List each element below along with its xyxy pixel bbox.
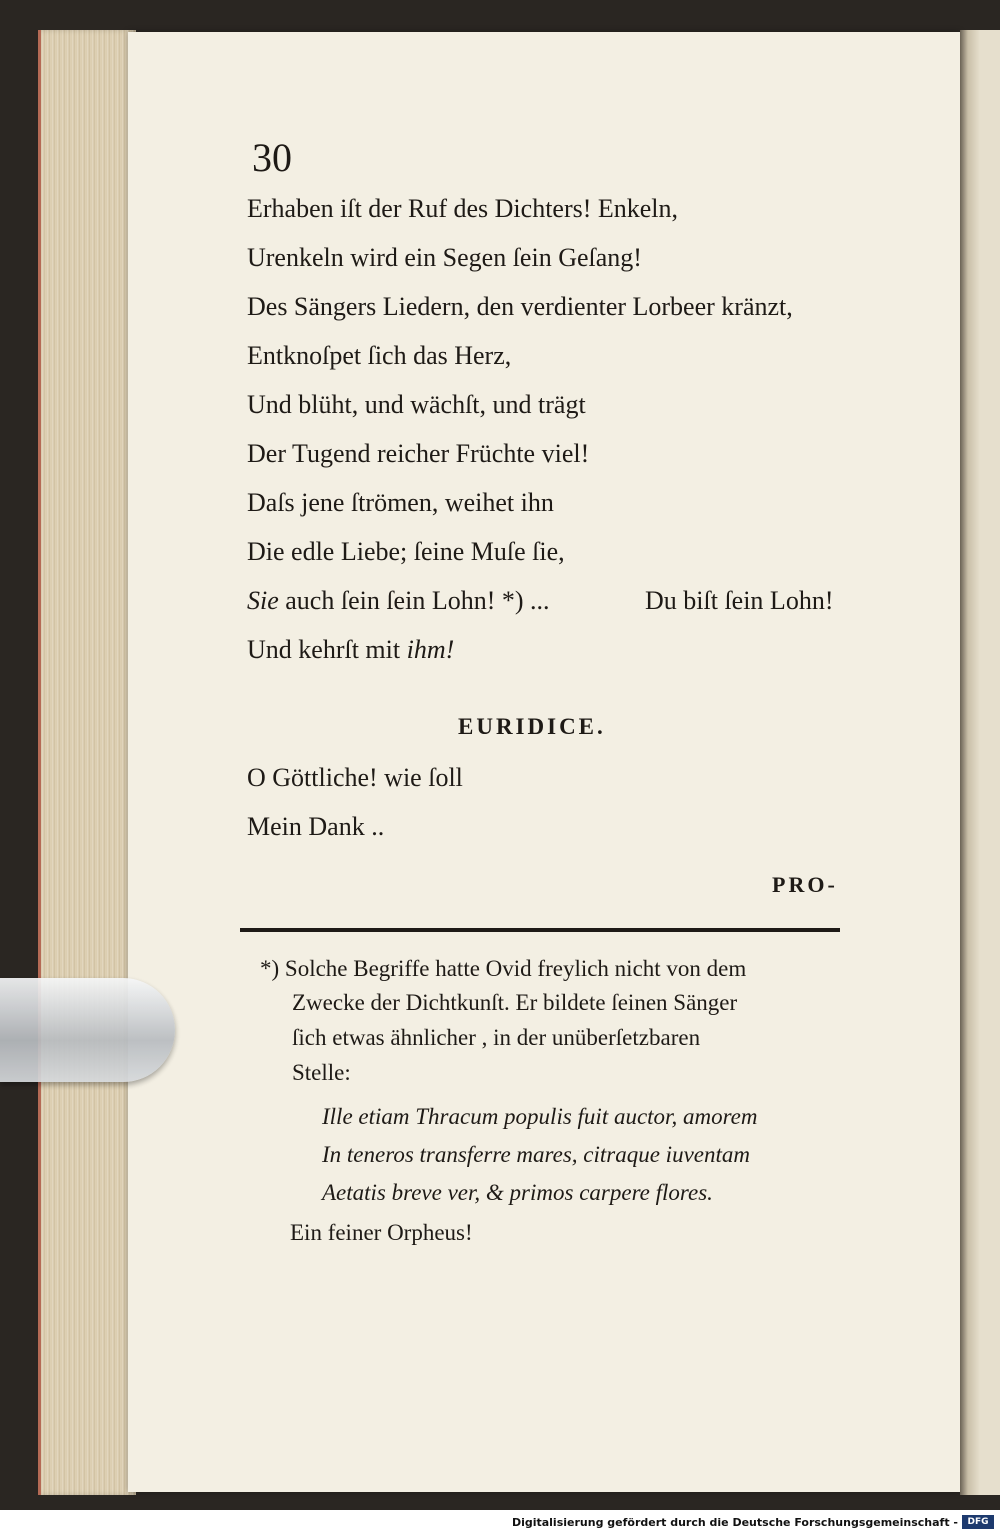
- page-edge: [38, 30, 136, 1495]
- latin-quote-line: Ille etiam Thracum populis fuit auctor, amorem: [322, 1104, 758, 1129]
- verse-italic-word: ihm!: [406, 635, 455, 664]
- dfg-logo-icon: DFG: [962, 1515, 994, 1529]
- verse-line-with-footnote: [247, 586, 550, 616]
- footnote-line: ſich etwas ähnlicher , in der unüberſetzbaren: [292, 1025, 701, 1050]
- verse-line: Daſs jene ſtrömen, weihet ihn: [247, 488, 554, 517]
- latin-quote-line: In teneros transferre mares, citraque iuventam: [322, 1142, 750, 1167]
- footnote-line: *) Solche Begriffe hatte Ovid freylich nicht von dem: [260, 956, 747, 981]
- footnote-rule: [240, 928, 840, 932]
- verse-middle: auch ſein ſein Lohn! *) ...: [278, 586, 550, 615]
- verse-line: [247, 635, 454, 665]
- verse-start: Und kehrſt mit: [247, 635, 407, 664]
- footer-credit: Digitalisierung gefördert durch die Deutsche Forschungsgemeinschaft -: [511, 1516, 958, 1529]
- verse-italic-word: Sie: [247, 586, 279, 615]
- footnote-line: Zwecke der Dichtkunſt. Er bildete ſeinen Sänger: [292, 990, 738, 1015]
- verse-line: Der Tugend reicher Früchte viel!: [247, 439, 590, 468]
- catchword: PRO-: [772, 872, 838, 897]
- speaker-heading: EURIDICE.: [458, 714, 606, 739]
- footnote-closing: Ein feiner Orpheus!: [290, 1220, 473, 1245]
- verse-line: Und blüht, und wächſt, und trägt: [247, 390, 586, 419]
- latin-quote-line: Aetatis breve ver, & primos carpere flores.: [322, 1180, 713, 1205]
- page-clip: [0, 978, 175, 1082]
- page-number: 30: [252, 135, 292, 180]
- verse-line: Urenkeln wird ein Segen ſein Geſang!: [247, 243, 642, 272]
- verse-line: Die edle Liebe; ſeine Muſe ſie,: [247, 537, 565, 566]
- verse-line: Entknoſpet ſich das Herz,: [247, 341, 512, 370]
- verse-line: O Göttliche! wie ſoll: [247, 763, 463, 792]
- verse-line: Mein Dank ..: [247, 812, 385, 841]
- facing-page-edge: [960, 30, 1000, 1495]
- verse-line: Erhaben iſt der Ruf des Dichters! Enkeln,: [247, 194, 679, 223]
- verse-line-end: Du biſt ſein Lohn!: [645, 586, 834, 615]
- verse-line: Des Sängers Liedern, den verdienter Lorbeer kränzt,: [247, 292, 793, 321]
- footnote-line: Stelle:: [292, 1060, 351, 1085]
